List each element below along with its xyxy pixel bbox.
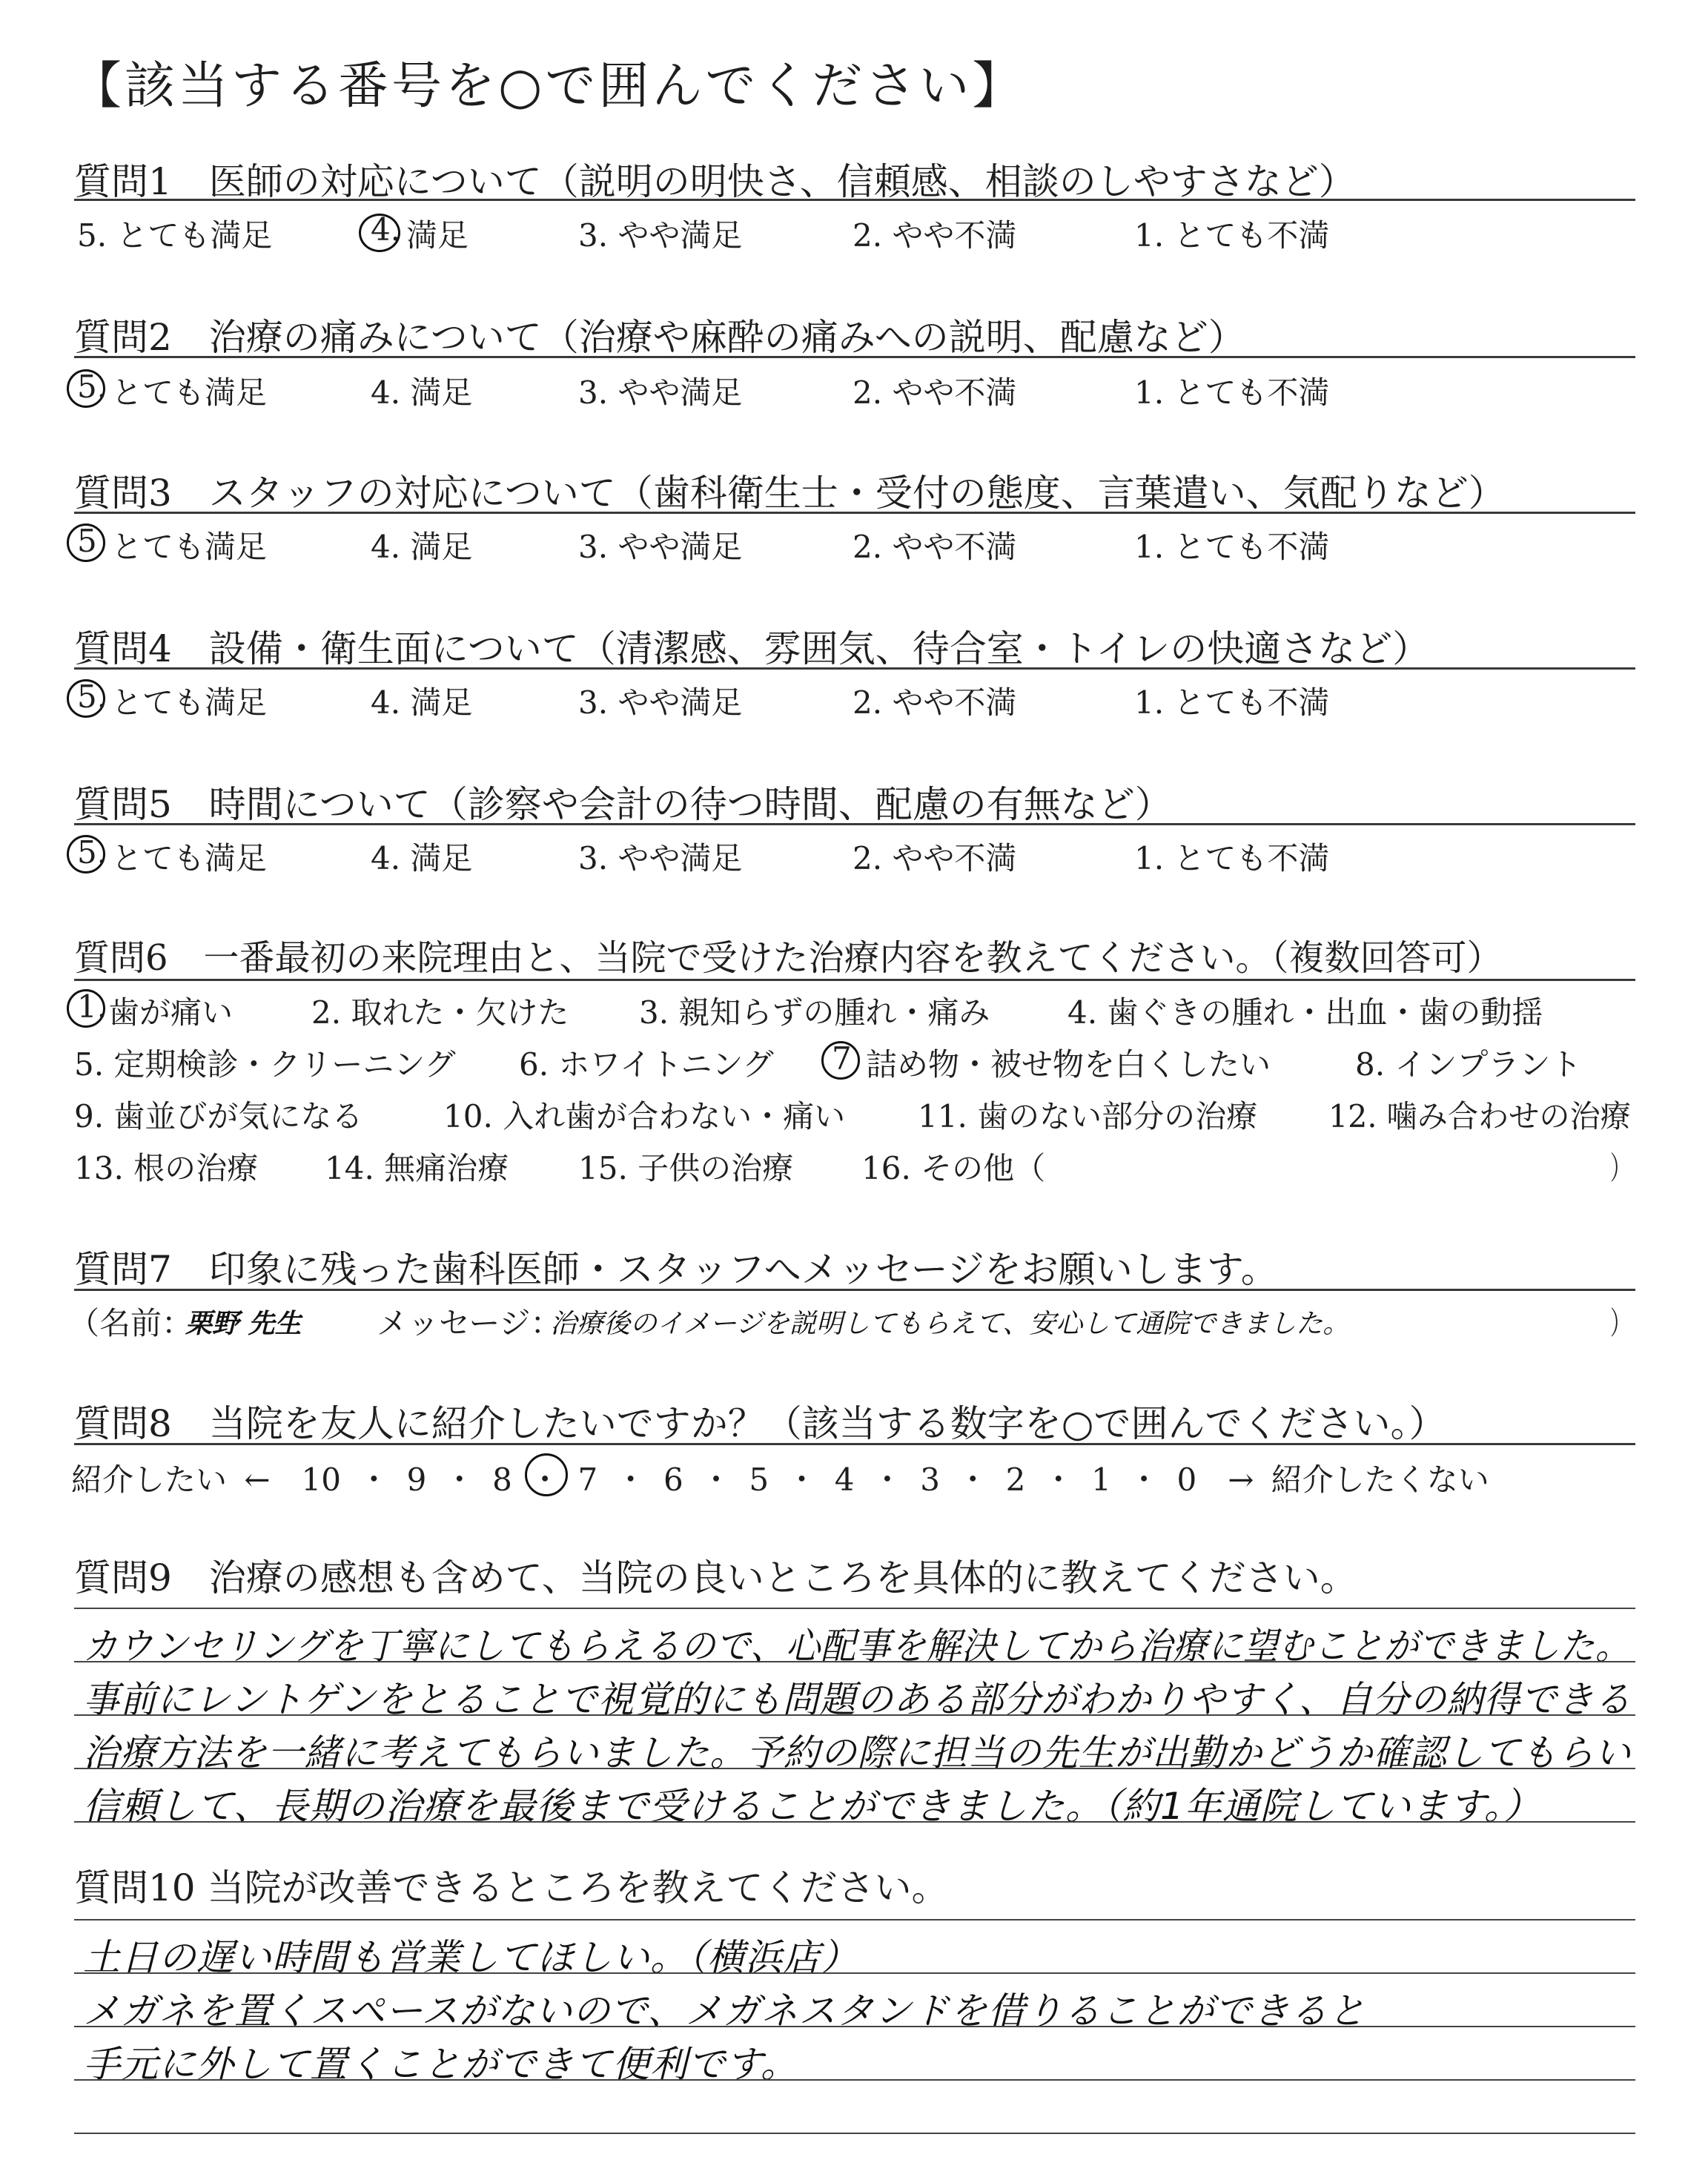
q5-option-3[interactable]: 3. やや満足	[578, 840, 743, 876]
q7-name-label: （名前：	[68, 1305, 193, 1341]
writing-line	[74, 1821, 1635, 1823]
q9-answer-line[interactable]: カウンセリングを丁寧にしてもらえるので、心配事を解決してから治療に望むことができました。	[83, 1625, 1631, 1668]
q4-option-1[interactable]: 1. とても不満	[1134, 684, 1330, 721]
question-5-title: 質問5 時間について（診察や会計の待つ時間、配慮の有無など）	[74, 783, 1172, 826]
q6-option-16-close: ）	[1610, 1150, 1631, 1186]
q5-option-2[interactable]: 2. やや不満	[853, 840, 1017, 876]
writing-line	[74, 1768, 1635, 1769]
writing-line	[74, 2079, 1635, 2081]
q2-option-5-number[interactable]: 5.	[77, 369, 107, 405]
q6-option-8[interactable]: 8. インプラント	[1355, 1046, 1582, 1083]
writing-line	[74, 2133, 1635, 2134]
q6-option-15[interactable]: 15. 子供の治療	[578, 1150, 794, 1186]
q10-answer-line[interactable]: メガネを置くスペースがないので、メガネスタンドを借りることができると	[83, 1989, 1366, 2032]
q1-option-4-label[interactable]: 満足	[406, 217, 469, 254]
q3-option-2[interactable]: 2. やや不満	[853, 529, 1017, 565]
writing-line	[74, 1661, 1635, 1662]
question-9-title: 質問9 治療の感想も含めて、当院の良いところを具体的に教えてください。	[74, 1556, 1357, 1599]
q4-option-3[interactable]: 3. やや満足	[578, 684, 743, 721]
selected-circle-mark	[525, 1453, 568, 1496]
question-7-rule	[74, 1289, 1635, 1291]
q2-option-5-label[interactable]: とても満足	[111, 374, 268, 411]
q6-option-3[interactable]: 3. 親知らずの腫れ・痛み	[639, 994, 990, 1031]
q3-option-4[interactable]: 4. 満足	[371, 529, 473, 565]
q6-option-10[interactable]: 10. 入れ歯が合わない・痛い	[443, 1098, 846, 1135]
question-3-rule	[74, 512, 1635, 514]
question-6-title: 質問6 一番最初の来院理由と、当院で受けた治療内容を教えてください。（複数回答可）	[74, 937, 1503, 979]
writing-line	[74, 1919, 1635, 1920]
question-10-title: 質問10 当院が改善できるところを教えてください。	[74, 1866, 949, 1909]
q6-option-4[interactable]: 4. 歯ぐきの腫れ・出血・歯の動揺	[1068, 994, 1543, 1031]
q6-option-1-label[interactable]: 歯が痛い	[108, 994, 234, 1031]
writing-line	[74, 1972, 1635, 1974]
q7-message-value[interactable]: 治療後のイメージを説明してもらえて、安心して通院できました。	[550, 1309, 1350, 1339]
question-4-rule	[74, 667, 1635, 670]
q4-option-2[interactable]: 2. やや不満	[853, 684, 1017, 721]
question-3-title: 質問3 スタッフの対応について（歯科衛生士・受付の態度、言葉遣い、気配りなど）	[74, 472, 1506, 515]
q3-option-3[interactable]: 3. やや満足	[578, 529, 743, 565]
q2-option-4[interactable]: 4. 満足	[371, 374, 473, 411]
q10-answer-line[interactable]: 手元に外して置くことができて便利です。	[83, 2043, 798, 2086]
q4-option-5-label[interactable]: とても満足	[111, 684, 268, 721]
q1-option-3[interactable]: 3. やや満足	[578, 217, 743, 254]
q3-option-1[interactable]: 1. とても不満	[1134, 529, 1330, 565]
question-8-title: 質問8 当院を友人に紹介したいですか？（該当する数字を○で囲んでください。）	[74, 1402, 1446, 1445]
q6-option-1-number[interactable]: 1.	[77, 988, 107, 1025]
q6-option-11[interactable]: 11. 歯のない部分の治療	[918, 1098, 1258, 1135]
question-2-title: 質問2 治療の痛みについて（治療や麻酔の痛みへの説明、配慮など）	[74, 316, 1245, 359]
q6-option-16[interactable]: 16. その他（	[861, 1150, 1046, 1186]
q4-option-5-number[interactable]: 5.	[77, 678, 107, 715]
q1-option-5[interactable]: 5. とても満足	[77, 217, 273, 254]
page-title: 【該当する番号を○で囲んでください】	[71, 57, 1026, 116]
q8-scale[interactable]: 紹介したい ← 10 ・ 9 ・ 8 ・ 7 ・ 6 ・ 5 ・ 4 ・ 3 ・ 2 ・ 1 ・ 0 → 紹介したくない	[71, 1462, 1489, 1498]
q6-option-7-number[interactable]: 7	[832, 1040, 852, 1077]
writing-line	[74, 1608, 1635, 1609]
q10-answer-line[interactable]: 土日の遅い時間も営業してほしい。（横浜店）	[83, 1936, 858, 1979]
q6-option-9[interactable]: 9. 歯並びが気になる	[74, 1098, 363, 1135]
q9-answer-line[interactable]: 事前にレントゲンをとることで視覚的にも問題のある部分がわかりやすく、自分の納得できる	[83, 1678, 1632, 1721]
q2-option-2[interactable]: 2. やや不満	[853, 374, 1017, 411]
q6-option-13[interactable]: 13. 根の治療	[74, 1150, 259, 1186]
q4-option-4[interactable]: 4. 満足	[371, 684, 473, 721]
question-5-rule	[74, 823, 1635, 825]
q5-option-1[interactable]: 1. とても不満	[1134, 840, 1330, 876]
q6-option-2[interactable]: 2. 取れた・欠けた	[311, 994, 569, 1031]
question-7-title: 質問7 印象に残った歯科医師・スタッフへメッセージをお願いします。	[74, 1248, 1278, 1291]
q6-option-5[interactable]: 5. 定期検診・クリーニング	[74, 1046, 456, 1083]
q6-option-14[interactable]: 14. 無痛治療	[325, 1150, 509, 1186]
q2-option-1[interactable]: 1. とても不満	[1134, 374, 1330, 411]
q6-option-7-label[interactable]: 詰め物・被せ物を白くしたい	[866, 1046, 1271, 1083]
q5-option-5-number[interactable]: 5.	[77, 834, 107, 871]
question-1-title: 質問1 医師の対応について（説明の明快さ、信頼感、相談のしやすさなど）	[74, 160, 1356, 203]
q7-close: ）	[1610, 1305, 1631, 1341]
q3-option-5-label[interactable]: とても満足	[111, 529, 268, 565]
q7-name-value[interactable]: 栗野 先生	[185, 1309, 302, 1339]
q5-option-5-label[interactable]: とても満足	[111, 840, 268, 876]
q9-answer-line[interactable]: 治療方法を一緒に考えてもらいました。予約の際に担当の先生が出勤かどうか確認してもらい	[83, 1731, 1632, 1774]
q5-option-4[interactable]: 4. 満足	[371, 840, 473, 876]
q6-option-6[interactable]: 6. ホワイトニング	[519, 1046, 774, 1083]
writing-line	[74, 2026, 1635, 2027]
q6-option-12[interactable]: 12. 噛み合わせの治療	[1328, 1098, 1631, 1135]
q1-option-1[interactable]: 1. とても不満	[1134, 217, 1330, 254]
writing-line	[74, 1714, 1635, 1716]
question-6-rule	[74, 979, 1635, 981]
q9-answer-line[interactable]: 信頼して、長期の治療を最後まで受けることができました。（約1年通院しています。）	[83, 1785, 1541, 1828]
q2-option-3[interactable]: 3. やや満足	[578, 374, 743, 411]
q3-option-5-number[interactable]: 5	[77, 523, 97, 559]
question-2-rule	[74, 356, 1635, 358]
q1-option-2[interactable]: 2. やや不満	[853, 217, 1017, 254]
question-1-rule	[74, 199, 1635, 201]
question-4-title: 質問4 設備・衛生面について（清潔感、雰囲気、待合室・トイレの快適さなど）	[74, 627, 1430, 670]
q7-message-label: メッセージ：	[377, 1305, 562, 1341]
q1-option-4-number[interactable]: 4.	[371, 211, 401, 248]
question-8-rule	[74, 1443, 1635, 1445]
